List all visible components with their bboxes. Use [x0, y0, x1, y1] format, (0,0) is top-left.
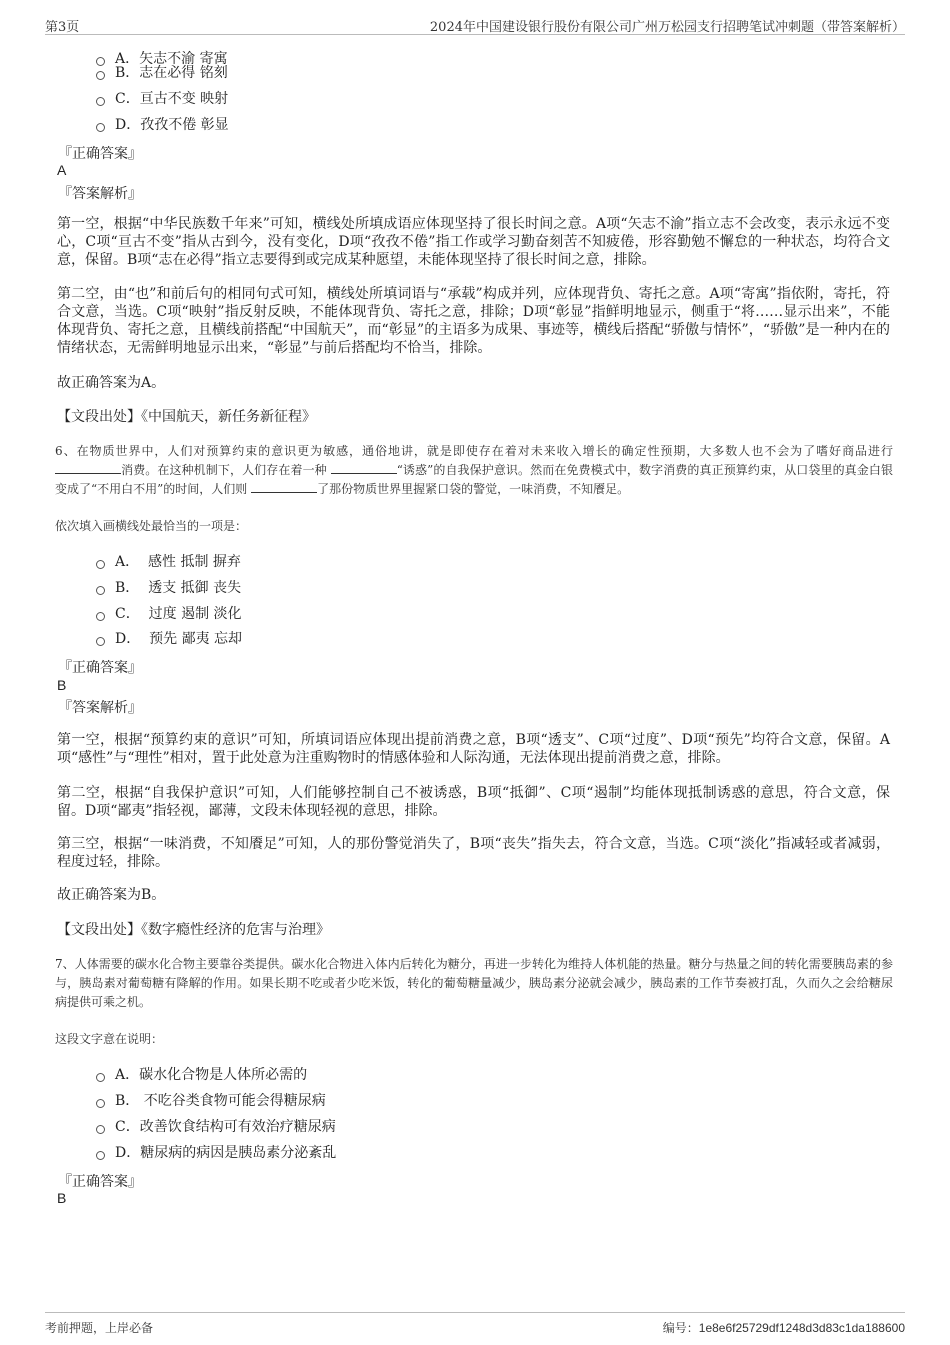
q5-option-c[interactable]: C． 亘古不变 映射	[96, 90, 228, 108]
radio-icon[interactable]	[96, 560, 105, 569]
analysis-label: 『答案解析』	[58, 700, 142, 716]
document-title: 2024年中国建设银行股份有限公司广州万松园支行招聘笔试冲刺题（带答案解析）	[429, 20, 905, 35]
blank-line	[251, 480, 317, 493]
radio-icon[interactable]	[96, 71, 105, 80]
analysis-paragraph: 第二空，根据“自我保护意识”可知，人们能够控制自己不被诱惑，B项“抵御”、C项“遏制”均能体现抵制诱惑的意思，符合文意，保留。D项“鄙夷”指轻视，鄙薄，文段未体现轻视的意思，排除。	[57, 785, 890, 819]
analysis-paragraph: 第二空，由“也”和前后句的相同句式可知，横线处所填词语与“承载”构成并列，应体现背负、寄托之意。A项“寄寓”指依附，寄托，符合文意，当选。C项“映射”指反射反映，不能体现背负、寄托之意，排除；D项“彰显”指鲜明地显示，侧重于“将……显示出来”，不能体现背负、寄托之意，且横线前搭配“中国航天”，而“彰显”的主语多为成果、事迹等，横线后搭配“骄傲与情怀”，“骄傲”是一种内在的情绪状态，无需鲜明地显示出来，“彰显”与前后搭配均不恰当，排除。	[57, 286, 890, 356]
radio-icon[interactable]	[96, 1125, 105, 1134]
radio-icon[interactable]	[96, 637, 105, 646]
radio-icon[interactable]	[96, 1099, 105, 1108]
answer-value: A	[57, 162, 67, 178]
analysis-paragraph: 第一空，根据“预算约束的意识”可知，所填词语应体现出提前消费之意，B项“透支”、C项“过度”、D项“预先”均符合文意，保留。A项“感性”与“理性”相对，置于此处意为注重购物时的情感体验和人际沟通，无法体现出提前消费之意，排除。	[57, 732, 890, 766]
q7-option-a[interactable]: A． 碳水化合物是人体所必需的	[96, 1066, 307, 1084]
answer-label: 『正确答案』	[58, 1174, 142, 1190]
q6-option-d[interactable]: D． 预先 鄙夷 忘却	[96, 630, 242, 648]
q5-option-a[interactable]: A． 矢志不渝 寄寓	[96, 50, 228, 68]
page-header	[45, 14, 905, 35]
answer-label: 『正确答案』	[58, 660, 142, 676]
q6-option-a[interactable]: A． 感性 抵制 摒弃	[96, 553, 241, 571]
page-footer	[45, 1312, 905, 1337]
q5-option-b[interactable]: B． 志在必得 铭刻	[96, 64, 228, 82]
answer-value: B	[57, 1190, 67, 1206]
analysis-label: 『答案解析』	[58, 186, 142, 202]
radio-icon[interactable]	[96, 123, 105, 132]
footer-slogan: 考前押题，上岸必备	[45, 1321, 154, 1335]
question-stem: 6、在物质世界中，人们对预算约束的意识更为敏感，通俗地讲，就是即使存在着对未来收入增长的确定性预期，大多数人也不会为了嗜好商品进行 消费。在这种机制下，人们存在着一种 “诱惑”的自我保护意识。然而在免费模式中，数字消费的真正预算约束，从口袋里的真金白银变成了“不用白不用”的时间，人们则 了那份物质世界里握紧口袋的警觉，一味消费，不知餍足。	[55, 444, 893, 496]
question-prompt: 这段文字意在说明：	[55, 1032, 164, 1046]
q5-option-d[interactable]: D． 孜孜不倦 彰显	[96, 116, 229, 134]
answer-value: B	[57, 677, 67, 693]
analysis-conclusion: 故正确答案为B。	[57, 887, 166, 903]
radio-icon[interactable]	[96, 97, 105, 106]
q6-option-b[interactable]: B． 透支 抵御 丧失	[96, 579, 241, 597]
blank-line	[55, 461, 121, 474]
question-prompt: 依次填入画横线处最恰当的一项是：	[55, 519, 248, 533]
document-code: 编号：1e8e6f25729df1248d3d83c1da188600	[662, 1321, 905, 1335]
radio-icon[interactable]	[96, 612, 105, 621]
analysis-conclusion: 故正确答案为A。	[57, 375, 166, 391]
radio-icon[interactable]	[96, 1073, 105, 1082]
q7-option-d[interactable]: D． 糖尿病的病因是胰岛素分泌紊乱	[96, 1144, 336, 1162]
analysis-paragraph: 第一空，根据“中华民族数千年来”可知，横线处所填成语应体现坚持了很长时间之意。A项“矢志不渝”指立志不会改变，表示永远不变心，C项“亘古不变”指从古到今，没有变化，D项“孜孜不倦”指工作或学习勤奋刻苦不知疲倦，形容勤勉不懈怠的一种状态，均符合文意，保留。B项“志在必得”指立志要得到或完成某种愿望，未能体现坚持了很长时间之意，排除。	[57, 216, 890, 268]
q7-option-b[interactable]: B． 不吃谷类食物可能会得糖尿病	[96, 1092, 326, 1110]
page-number: 第3页	[45, 20, 80, 35]
source-citation: 【文段出处】《中国航天，新任务新征程》	[57, 409, 316, 425]
analysis-paragraph: 第三空，根据“一味消费，不知餍足”可知，人的那份警觉消失了，B项“丧失”指失去，符合文意，当选。C项“淡化”指减轻或者减弱，程度过轻，排除。	[57, 836, 890, 870]
answer-label: 『正确答案』	[58, 146, 142, 162]
radio-icon[interactable]	[96, 586, 105, 595]
radio-icon[interactable]	[96, 1151, 105, 1160]
source-citation: 【文段出处】《数字瘾性经济的危害与治理》	[57, 922, 330, 938]
blank-line	[331, 461, 397, 474]
q7-option-c[interactable]: C． 改善饮食结构可有效治疗糖尿病	[96, 1118, 336, 1136]
q6-option-c[interactable]: C． 过度 遏制 淡化	[96, 605, 242, 623]
question-stem: 7、人体需要的碳水化合物主要靠谷类提供。碳水化合物进入体内后转化为糖分，再进一步转化为维持人体机能的热量。糖分与热量之间的转化需要胰岛素的参与，胰岛素对葡萄糖有降解的作用。如果长期不吃或者少吃米饭，转化的葡萄糖量减少，胰岛素分泌就会减少，胰岛素的工作节奏被打乱，久而久之会给糖尿病提供可乘之机。	[55, 957, 893, 1009]
